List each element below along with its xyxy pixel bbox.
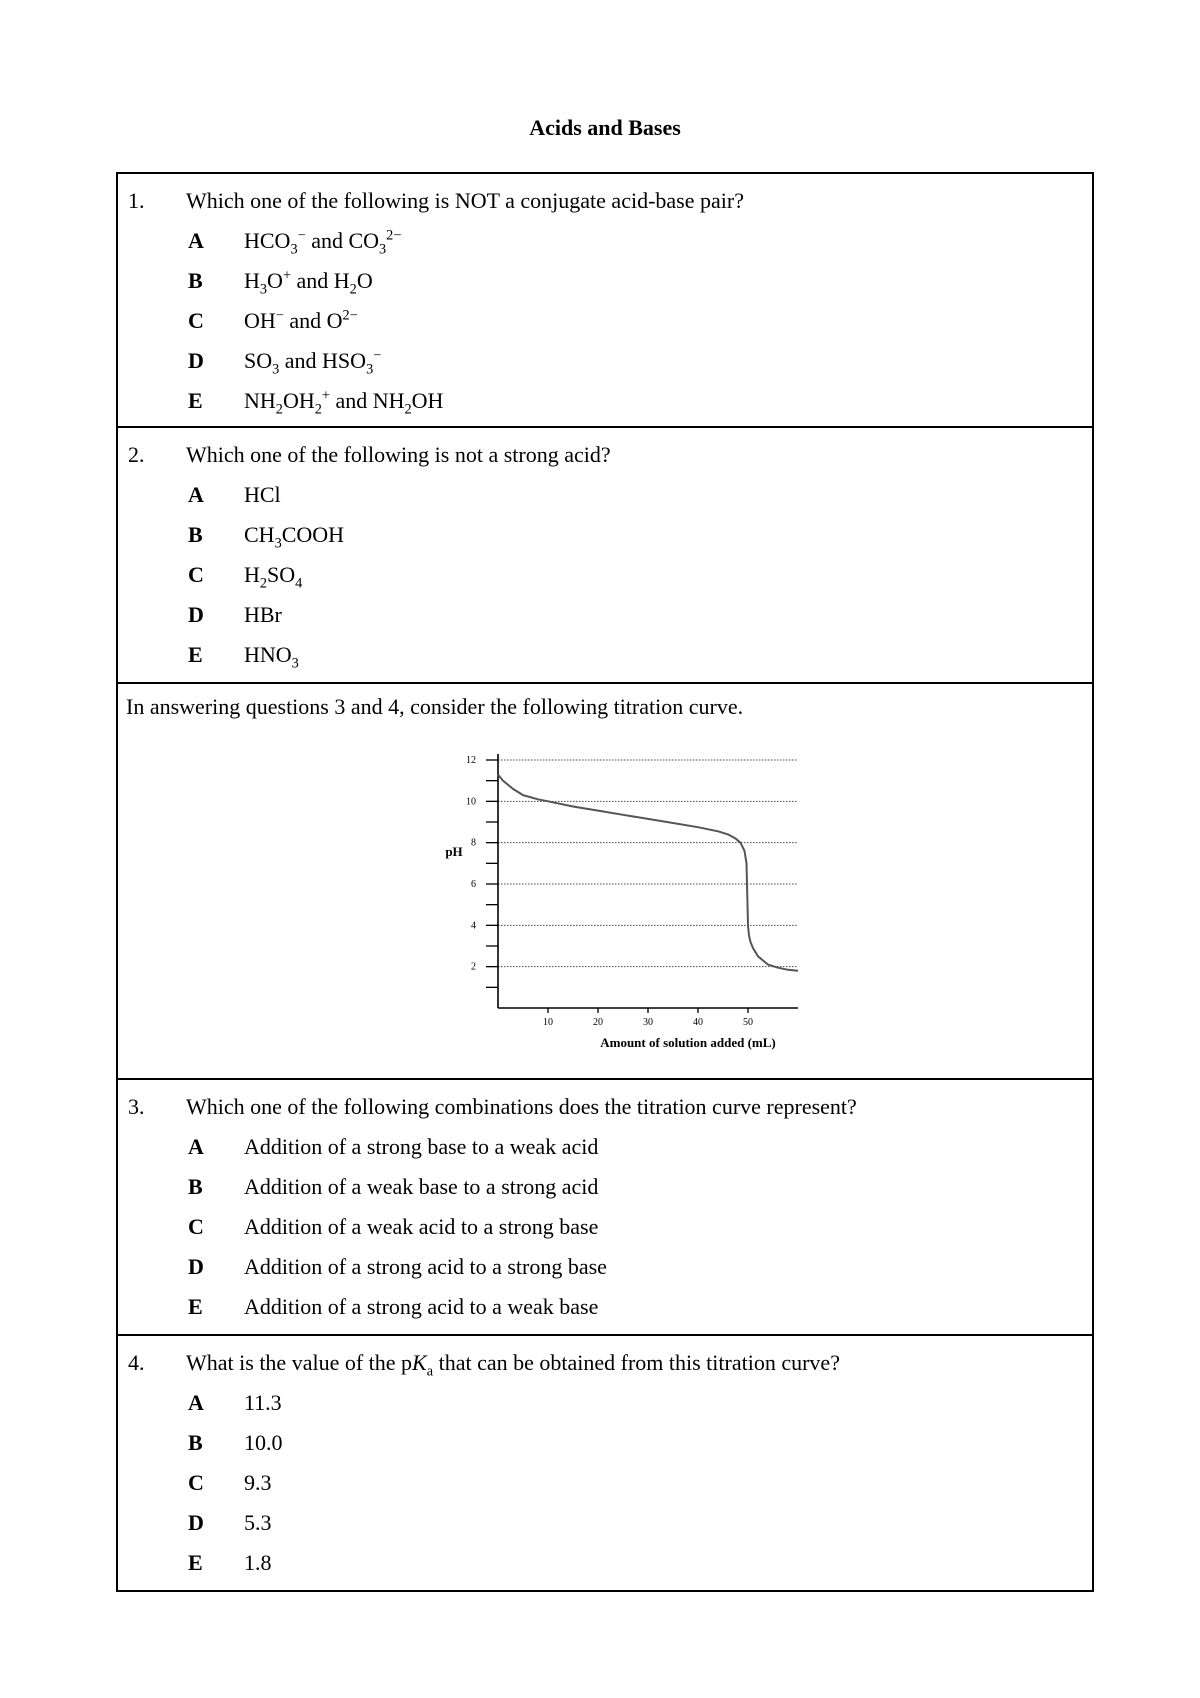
option-text: 5.3: [244, 1510, 272, 1535]
option-text: $NH_2OH_2^+$ and $NH_2OH$: [244, 387, 444, 418]
option-letter: A: [188, 1134, 204, 1159]
option-letter: A: [188, 482, 204, 507]
option-text: 10.0: [244, 1430, 283, 1455]
question-1-box: [116, 172, 1094, 428]
question-number: 4.: [128, 1350, 145, 1375]
option-text: OH− and $O^{2-}$: [244, 307, 358, 333]
option-letter: B: [188, 522, 203, 547]
option-letter: D: [188, 348, 204, 373]
question-text: Which one of the following combinations does the titration curve represent?: [186, 1094, 857, 1119]
chart-gridlines: [498, 760, 798, 967]
titration-section: [116, 682, 1094, 1078]
y-tick-label: 12: [466, 755, 476, 766]
option-letter: C: [188, 1214, 204, 1239]
option-letter: C: [188, 562, 204, 587]
option-text: 9.3: [244, 1470, 272, 1495]
option-text: Addition of a strong acid to a weak base: [244, 1294, 599, 1319]
option-text: Addition of a weak acid to a strong base: [244, 1214, 599, 1239]
x-axis-label: Amount of solution added (mL): [600, 1035, 776, 1050]
option-text: $H_2SO_4$: [244, 562, 303, 592]
question-text: What is the value of the $pK_a$ that can be obtained from this titration curve?: [186, 1350, 840, 1380]
option-text: $HCO_3^-$ and $CO_3^{2-}$: [244, 227, 402, 258]
option-text: Addition of a weak base to a strong acid: [244, 1174, 599, 1199]
option-letter: A: [188, 1390, 204, 1415]
option-text: $HNO_3$: [244, 642, 299, 672]
y-axis-label: pH: [445, 844, 463, 859]
option-letter: A: [188, 228, 204, 253]
question-2-box: [116, 428, 1094, 684]
question-text: Which one of the following is not a strong acid?: [186, 442, 611, 467]
option-text: $H_3O^+$ and $H_2O$: [244, 267, 373, 298]
x-tick-label: 40: [693, 1017, 703, 1028]
option-letter: B: [188, 1430, 203, 1455]
option-letter: E: [188, 1294, 203, 1319]
question-4-box: [116, 1336, 1094, 1592]
question-number: 1.: [128, 188, 145, 213]
y-tick-label: 8: [471, 837, 476, 849]
option-text: Addition of a strong acid to a strong base: [244, 1254, 607, 1279]
option-letter: C: [188, 1470, 204, 1495]
y-tick-label: 6: [471, 879, 476, 890]
chart-series: [498, 775, 798, 971]
option-letter: C: [188, 308, 204, 333]
option-text: $CH_3COOH$: [244, 522, 345, 552]
y-tick-label: 4: [471, 920, 476, 932]
option-letter: E: [188, 388, 203, 413]
option-letter: E: [188, 642, 203, 667]
option-letter: D: [188, 1510, 204, 1535]
titration-curve-line: [498, 775, 798, 971]
x-tick-label: 10: [543, 1017, 553, 1028]
intro-text: In answering questions 3 and 4, consider the following titration curve.: [126, 694, 744, 719]
x-tick-label: 30: [643, 1017, 653, 1028]
x-tick-label: 50: [743, 1017, 753, 1028]
option-text: 1.8: [244, 1550, 272, 1575]
x-tick-label: 20: [593, 1017, 603, 1028]
option-letter: D: [188, 1254, 204, 1279]
option-text: 11.3: [244, 1390, 282, 1415]
page-title: Acids and Bases: [529, 115, 681, 140]
question-number: 3.: [128, 1094, 145, 1119]
chart-ticks: [466, 755, 753, 1028]
y-tick-label: 10: [466, 796, 476, 808]
y-tick-label: 2: [471, 961, 476, 973]
chart-axes: [498, 754, 798, 1008]
option-letter: B: [188, 268, 203, 293]
titration-chart: [418, 734, 918, 1074]
question-text: Which one of the following is NOT a conjugate acid-base pair?: [186, 188, 744, 213]
option-text: Addition of a strong base to a weak acid: [244, 1134, 599, 1159]
question-3-box: [116, 1078, 1094, 1336]
option-letter: B: [188, 1174, 203, 1199]
question-number: 2.: [128, 442, 145, 467]
option-text: HBr: [244, 602, 282, 627]
option-text: $SO_3$ and $HSO_3^-$: [244, 347, 382, 378]
option-letter: E: [188, 1550, 203, 1575]
option-text: HCl: [244, 482, 281, 507]
option-letter: D: [188, 602, 204, 627]
